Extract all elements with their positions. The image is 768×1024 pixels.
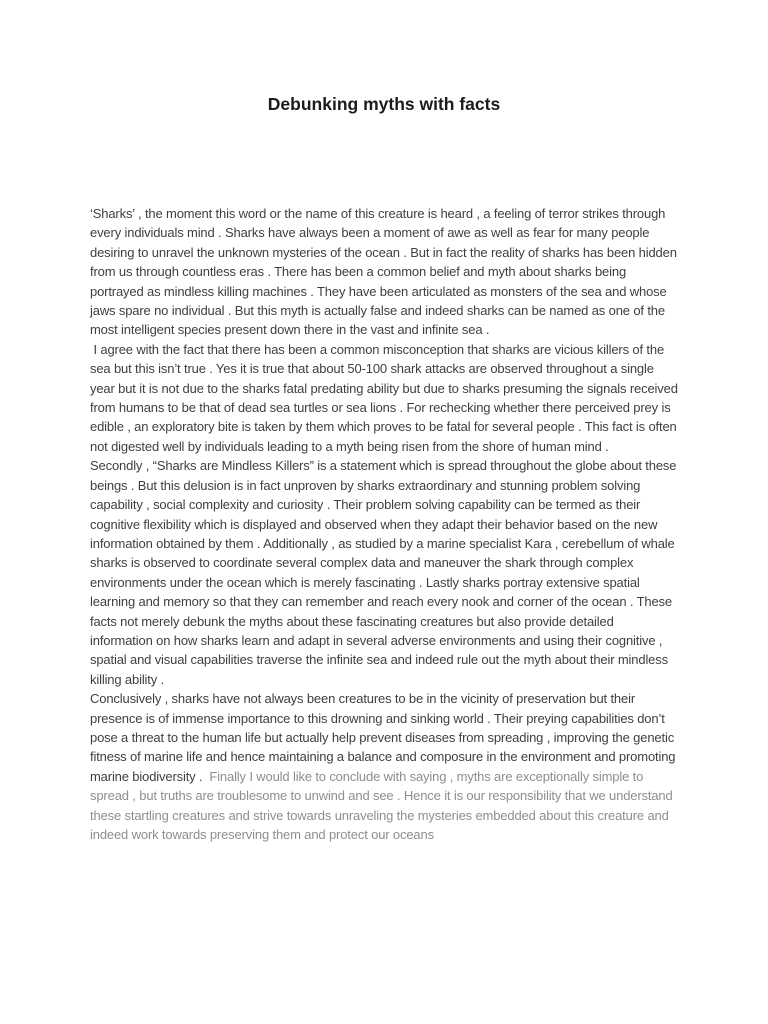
paragraph-secondly: Secondly , “Sharks are Mindless Killers” is a statement which is spread throughout the globe about these beings . But this delusion is in fact unproven by sharks extraordinary and stunning problem solving capability , social complexity and curiosity . Their problem solving capability can be termed as their cognitive flexibility which is displayed and observed when they adapt their behavior based on the new information obtained by them . Additionally , as studied by a marine specialist Kara , cerebellum of whale sharks is observed to coordinate several complex data and maneuver the shark through complex environments under the ocean which is merely fascinating . Lastly sharks portray extensive spatial learning and memory so that they can remember and reach every nook and corner of the ocean . These facts not merely debunk the myths about these fascinating creatures but also provide detailed information on how sharks learn and adapt in several adverse environments and using their cognitive , spatial and visual capabilities traverse the infinite sea and indeed rule out the myth about their mindless killing ability . (90, 458, 680, 687)
paragraph-conclusion (90, 689, 678, 844)
document-body (90, 204, 682, 844)
conclusion-dark-text: Conclusively , sharks have not always been creatures to be in the vicinity of preservation but their presence is of immense importance to this drowning and sinking world . Their preying capabilities don’t pose a threat to the human life but actually help prevent diseases from spreading , improving the genetic fitness of marine life and hence maintaining a balance and composure in the environment and promoting marine biodiversity . (90, 691, 679, 784)
document-title: Debunking myths with facts (267, 94, 501, 114)
paragraph-misconception: I agree with the fact that there has been a common misconception that sharks are vicious killers of the sea but this isn’t true . Yes it is true that about 50-100 shark attacks are observed throughout a single year but it is not due to the sharks fatal predating ability but due to sharks presuming the signals received from humans to be that of dead sea turtles or sea lions . For rechecking whether there perceived prey is edible , an exploratory bite is taken by them which proves to be fatal for several people . This fact is often not digested well by individuals leading to a myth being risen from the shore of human mind . (90, 341, 682, 454)
paragraph-intro: ‘Sharks’ , the moment this word or the name of this creature is heard , a feeling of terror strikes through every individuals mind . Sharks have always been a moment of awe as well as fear for many people desiring to unravel the unknown mysteries of the ocean . But in fact the reality of sharks has been hidden from us through countless eras . There has been a common belief and myth about sharks being portrayed as mindless killing machines . They have been articulated as monsters of the sea and whose jaws spare no individual . But this myth is actually false and indeed sharks can be named as one of the most intelligent species present down there in the vast and infinite sea . (90, 206, 681, 338)
conclusion-faded-text: Finally I would like to conclude with saying , myths are exceptionally simple to spread , but truths are troublesome to unwind and see . Hence it is our responsibility that we understand these startling creatures and strive towards unraveling the mysteries embedded about this creature and indeed work towards preserving them and protect our oceans (90, 768, 677, 842)
